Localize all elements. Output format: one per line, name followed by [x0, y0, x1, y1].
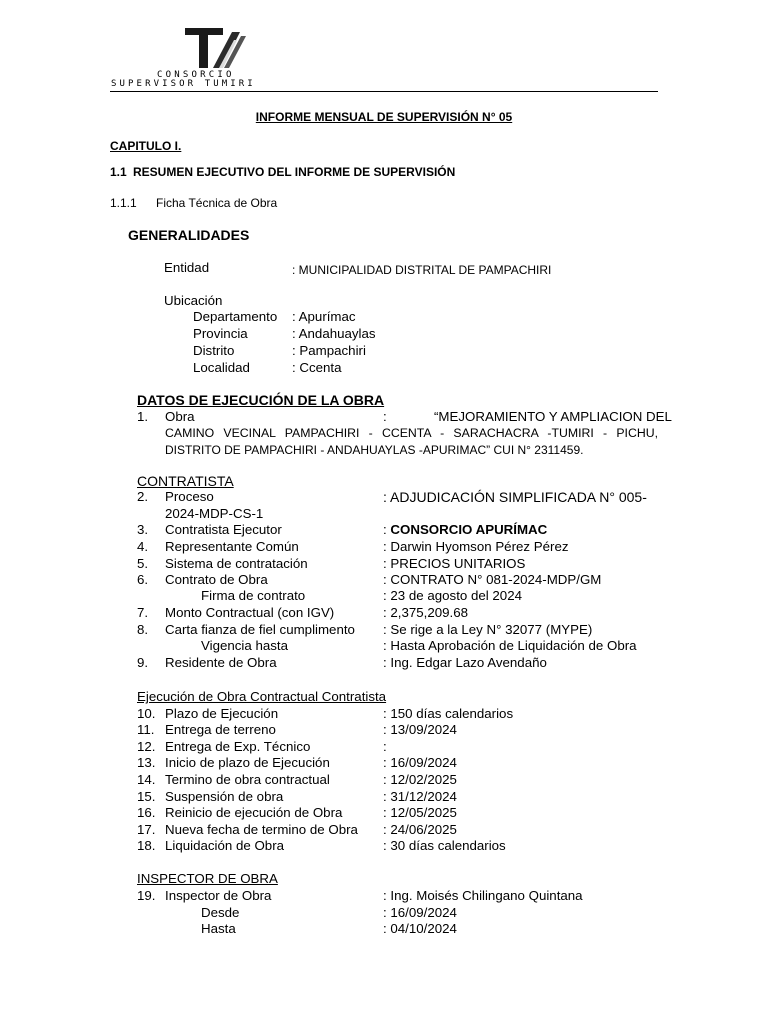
item-label: Residente de Obra [165, 655, 277, 670]
item-colon: : [383, 655, 391, 670]
ejecucion-row [0, 805, 768, 822]
item-number: 14. [137, 772, 156, 787]
item-label: Contratista Ejecutor [165, 522, 282, 537]
item-value [383, 638, 637, 655]
item-value: : 12/02/2025 [383, 772, 457, 787]
item-label: Carta fianza de fiel cumplimento [165, 622, 355, 637]
proceso-label: Proceso [165, 489, 214, 504]
item-text: Hasta Aprobación de Liquidación de Obra [390, 638, 637, 653]
item-label: Entrega de terreno [165, 722, 276, 737]
ejecucion-row [0, 789, 768, 806]
item-text: Se rige a la Ley N° 32077 (MYPE) [390, 622, 593, 637]
proceso-number: 2. [137, 489, 149, 504]
item-value: : 24/06/2025 [383, 822, 457, 837]
item-value: : 13/09/2024 [383, 722, 457, 737]
ubicacion-row [0, 360, 768, 377]
obra-value-line-3: DISTRITO DE PAMPACHIRI - ANDAHUAYLAS -APURIMAC” CUI N° 2311459. [165, 443, 584, 457]
item-label: Inspector de Obra [165, 888, 272, 903]
item-text: Darwin Hyomson Pérez Pérez [390, 539, 569, 554]
contratista-row [0, 556, 768, 573]
item-colon: : [383, 588, 391, 603]
item-text: 23 de agosto del 2024 [390, 588, 522, 603]
item-colon: : [383, 556, 391, 571]
ejecucion-row [0, 722, 768, 739]
item-number: 7. [137, 605, 149, 620]
item-value [383, 539, 568, 556]
item-label: Monto Contractual (con IGV) [165, 605, 335, 620]
item-value: : [383, 739, 387, 754]
ejecucion-row [0, 706, 768, 723]
contratista-row [0, 605, 768, 622]
contratista-heading: CONTRATISTA [137, 473, 234, 489]
ejecucion-row [0, 739, 768, 756]
logo-line-2: SUPERVISOR TUMIRI [111, 79, 256, 89]
obra-colon: : [383, 409, 387, 424]
contratista-row [0, 588, 768, 605]
item-text: PRECIOS UNITARIOS [390, 556, 526, 571]
obra-value-line-2: CAMINO VECINAL PAMPACHIRI - CCENTA - SARACHACRA -TUMIRI - PICHU, [165, 426, 658, 440]
section-number: 1.1 [110, 165, 127, 179]
item-number: 8. [137, 622, 149, 637]
item-number: 15. [137, 789, 156, 804]
contratista-row [0, 655, 768, 672]
ubicacion-row [0, 326, 768, 343]
item-label: Inicio de plazo de Ejecución [165, 755, 330, 770]
ejecucion-row [0, 772, 768, 789]
logo-line-1: CONSORCIO [157, 70, 235, 80]
item-label: Termino de obra contractual [165, 772, 330, 787]
item-number: 11. [137, 722, 155, 737]
ubicacion-key: Distrito [193, 343, 235, 358]
entidad-row [0, 260, 768, 277]
ejecucion-row [0, 755, 768, 772]
contratista-row [0, 522, 768, 539]
item-value [383, 605, 468, 622]
ubicacion-value: : Ccenta [292, 360, 342, 375]
item-value: : 30 días calendarios [383, 838, 506, 853]
item-value [383, 588, 522, 605]
contratista-row [0, 638, 768, 655]
item-number: 3. [137, 522, 149, 537]
item-value: : 04/10/2024 [383, 921, 457, 936]
item-label: Suspensión de obra [165, 789, 284, 804]
item-number: 19. [137, 888, 156, 903]
ubicacion-key: Provincia [193, 326, 248, 341]
item-value [383, 622, 592, 639]
item-text: 2,375,209.68 [390, 605, 469, 620]
entidad-value: : MUNICIPALIDAD DISTRITAL DE PAMPACHIRI [292, 263, 552, 277]
ubicacion-row [0, 309, 768, 326]
item-number: 5. [137, 556, 149, 571]
inspector-row [0, 921, 768, 938]
item-number: 16. [137, 805, 156, 820]
inspector-row [0, 905, 768, 922]
ubicacion-key: Departamento [193, 309, 278, 324]
item-value: : 16/09/2024 [383, 905, 457, 920]
ubicacion-label: Ubicación [164, 293, 223, 308]
item-number: 17. [137, 822, 156, 837]
header-rule [110, 91, 658, 92]
item-label: Sistema de contratación [165, 556, 308, 571]
item-value: : Ing. Moisés Chilingano Quintana [383, 888, 583, 903]
item-value: : 16/09/2024 [383, 755, 457, 770]
subsection-title: Ficha Técnica de Obra [156, 196, 278, 210]
item-label: Vigencia hasta [201, 638, 288, 653]
ubicacion-value: : Pampachiri [292, 343, 366, 358]
contratista-row [0, 622, 768, 639]
item-number: 4. [137, 539, 149, 554]
ubicacion-row [0, 343, 768, 360]
obra-number: 1. [137, 409, 149, 424]
item-colon: : [383, 622, 391, 637]
inspector-row [0, 888, 768, 905]
item-colon: : [383, 572, 391, 587]
item-label: Liquidación de Obra [165, 838, 285, 853]
item-text: Ing. Edgar Lazo Avendaño [390, 655, 547, 670]
item-colon: : [383, 605, 391, 620]
item-text: CONTRATO N° 081-2024-MDP/GM [390, 572, 602, 587]
item-colon: : [383, 522, 391, 537]
entidad-label: Entidad [164, 260, 210, 275]
item-label: Desde [201, 905, 240, 920]
ubicacion-value: : Apurímac [292, 309, 356, 324]
item-number: 13. [137, 755, 156, 770]
item-value: : 31/12/2024 [383, 789, 457, 804]
datos-heading: DATOS DE EJECUCIÓN DE LA OBRA [137, 392, 385, 408]
item-colon: : [383, 638, 391, 653]
obra-row [0, 409, 768, 426]
ejecucion-row [0, 838, 768, 855]
item-label: Representante Común [165, 539, 299, 554]
item-label: Firma de contrato [201, 588, 306, 603]
obra-label: Obra [165, 409, 195, 424]
ejecucion-row [0, 822, 768, 839]
item-label: Nueva fecha de termino de Obra [165, 822, 358, 837]
subsection-number: 1.1.1 [110, 196, 137, 210]
item-number: 12. [137, 739, 156, 754]
obra-value-line-1: “MEJORAMIENTO Y AMPLIACION DEL [434, 409, 672, 424]
item-number: 6. [137, 572, 149, 587]
item-label: Contrato de Obra [165, 572, 268, 587]
ejecucion-heading: Ejecución de Obra Contractual Contratista [137, 689, 387, 704]
section-title: RESUMEN EJECUTIVO DEL INFORME DE SUPERVISIÓN [133, 165, 456, 179]
item-value [383, 572, 601, 589]
item-label: Reinicio de ejecución de Obra [165, 805, 343, 820]
ubicacion-value: : Andahuaylas [292, 326, 376, 341]
item-number: 9. [137, 655, 149, 670]
item-value: : 150 días calendarios [383, 706, 514, 721]
item-number: 18. [137, 838, 156, 853]
contratista-row [0, 572, 768, 589]
contratista-row [0, 539, 768, 556]
item-label: Plazo de Ejecución [165, 706, 279, 721]
proceso-value-cont: 2024-MDP-CS-1 [165, 506, 264, 521]
chapter-heading: CAPITULO I. [110, 139, 182, 153]
inspector-heading: INSPECTOR DE OBRA [137, 871, 278, 886]
item-label: Entrega de Exp. Técnico [165, 739, 311, 754]
item-number: 10. [137, 706, 156, 721]
item-colon: : [383, 539, 391, 554]
item-value: : 12/05/2025 [383, 805, 457, 820]
ubicacion-key: Localidad [193, 360, 250, 375]
proceso-value: : ADJUDICACIÓN SIMPLIFICADA N° 005- [383, 489, 647, 505]
contratista-name: CONSORCIO APURÍMAC [390, 522, 548, 537]
item-value [383, 556, 525, 573]
report-title: INFORME MENSUAL DE SUPERVISIÓN N° 05 [255, 110, 513, 124]
item-value [383, 522, 547, 539]
generalidades-heading: GENERALIDADES [128, 227, 250, 243]
consorcio-logo [110, 24, 320, 88]
proceso-row [0, 489, 768, 506]
item-label: Hasta [201, 921, 236, 936]
item-value [383, 655, 547, 672]
